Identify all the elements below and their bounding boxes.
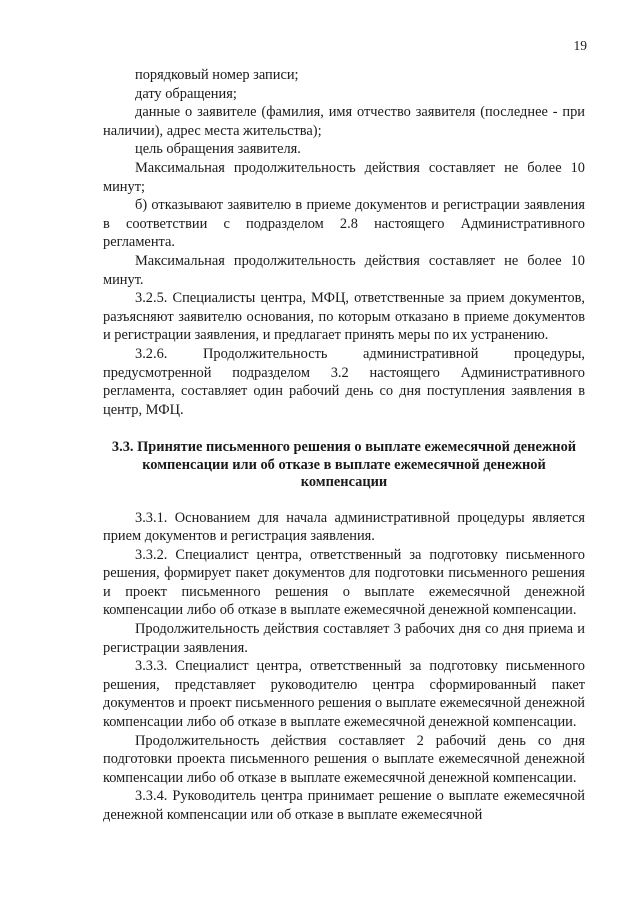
heading-line-1: 3.3. Принятие письменного решения о выплате ежемесячной денежной <box>111 439 577 456</box>
page-number: 19 <box>573 38 587 53</box>
paragraph-max-duration-1: Максимальная продолжительность действия составляет не более 10 минут; <box>103 159 585 195</box>
paragraph-request-date: дату обращения; <box>135 85 237 102</box>
paragraph-3-3-1: 3.3.1. Основанием для начала административной процедуры является прием документов и регистрация заявления. <box>103 509 585 545</box>
paragraph-applicant-data: данные о заявителе (фамилия, имя отчество заявителя (последнее - при наличии), адрес места жительства); <box>103 104 585 139</box>
heading-line-3: компенсации <box>300 474 388 491</box>
paragraph-3-2-6: 3.2.6. Продолжительность административной процедуры, предусмотренной подразделом 3.2 настоящего Административного регламента, составляет один рабочий день со дня поступления заявления в центр, МФЦ. <box>103 345 585 418</box>
paragraph-duration-3-days: Продолжительность действия составляет 3 рабочих дня со дня приема и регистрации заявления. <box>103 621 585 656</box>
document-body <box>103 66 585 825</box>
paragraph-max-duration-2: Максимальная продолжительность действия составляет не более 10 минут. <box>103 252 585 288</box>
paragraph-duration-2-days: Продолжительность действия составляет 2 рабочий день со дня подготовки проекта письменного решения о выплате ежемесячной денежной компенсации либо об отказе в выплате ежемесячной денежной компенсации. <box>103 732 585 786</box>
paragraph-3-2-5: 3.2.5. Специалисты центра, МФЦ, ответственные за прием документов, разъясняют заявителю основания, по которым отказано в приеме документов и регистрации заявления, и предлагает принять меры по их устранению. <box>103 290 585 344</box>
section-heading-3-3 <box>103 439 585 491</box>
paragraph-3-3-4: 3.3.4. Руководитель центра принимает решение о выплате ежемесячной денежной компенсации или об отказе в выплате ежемесячной <box>103 788 585 823</box>
paragraph-request-purpose: цель обращения заявителя. <box>135 141 301 158</box>
paragraph-record-number: порядковый номер записи; <box>135 67 299 83</box>
paragraph-3-3-3: 3.3.3. Специалист центра, ответственный за подготовку письменного решения, представляет руководителю центра сформированный пакет документов и проект письменного решения о выплате ежемесячной денежной компенсации либо об отказе в выплате ежемесячной денежной компенсации. <box>103 658 585 731</box>
paragraph-3-3-2: 3.3.2. Специалист центра, ответственный за подготовку письменного решения, формирует пакет документов для подготовки письменного решения и проект письменного решения о выплате ежемесячной денежной компенсации либо об отказе в выплате ежемесячной денежной компенсации. <box>103 546 585 619</box>
paragraph-refusal: б) отказывают заявителю в приеме документов и регистрации заявления в соответствии с подразделом 2.8 настоящего Административного регламента. <box>103 197 585 251</box>
heading-line-2: компенсации или об отказе в выплате ежемесячной денежной <box>142 456 546 473</box>
